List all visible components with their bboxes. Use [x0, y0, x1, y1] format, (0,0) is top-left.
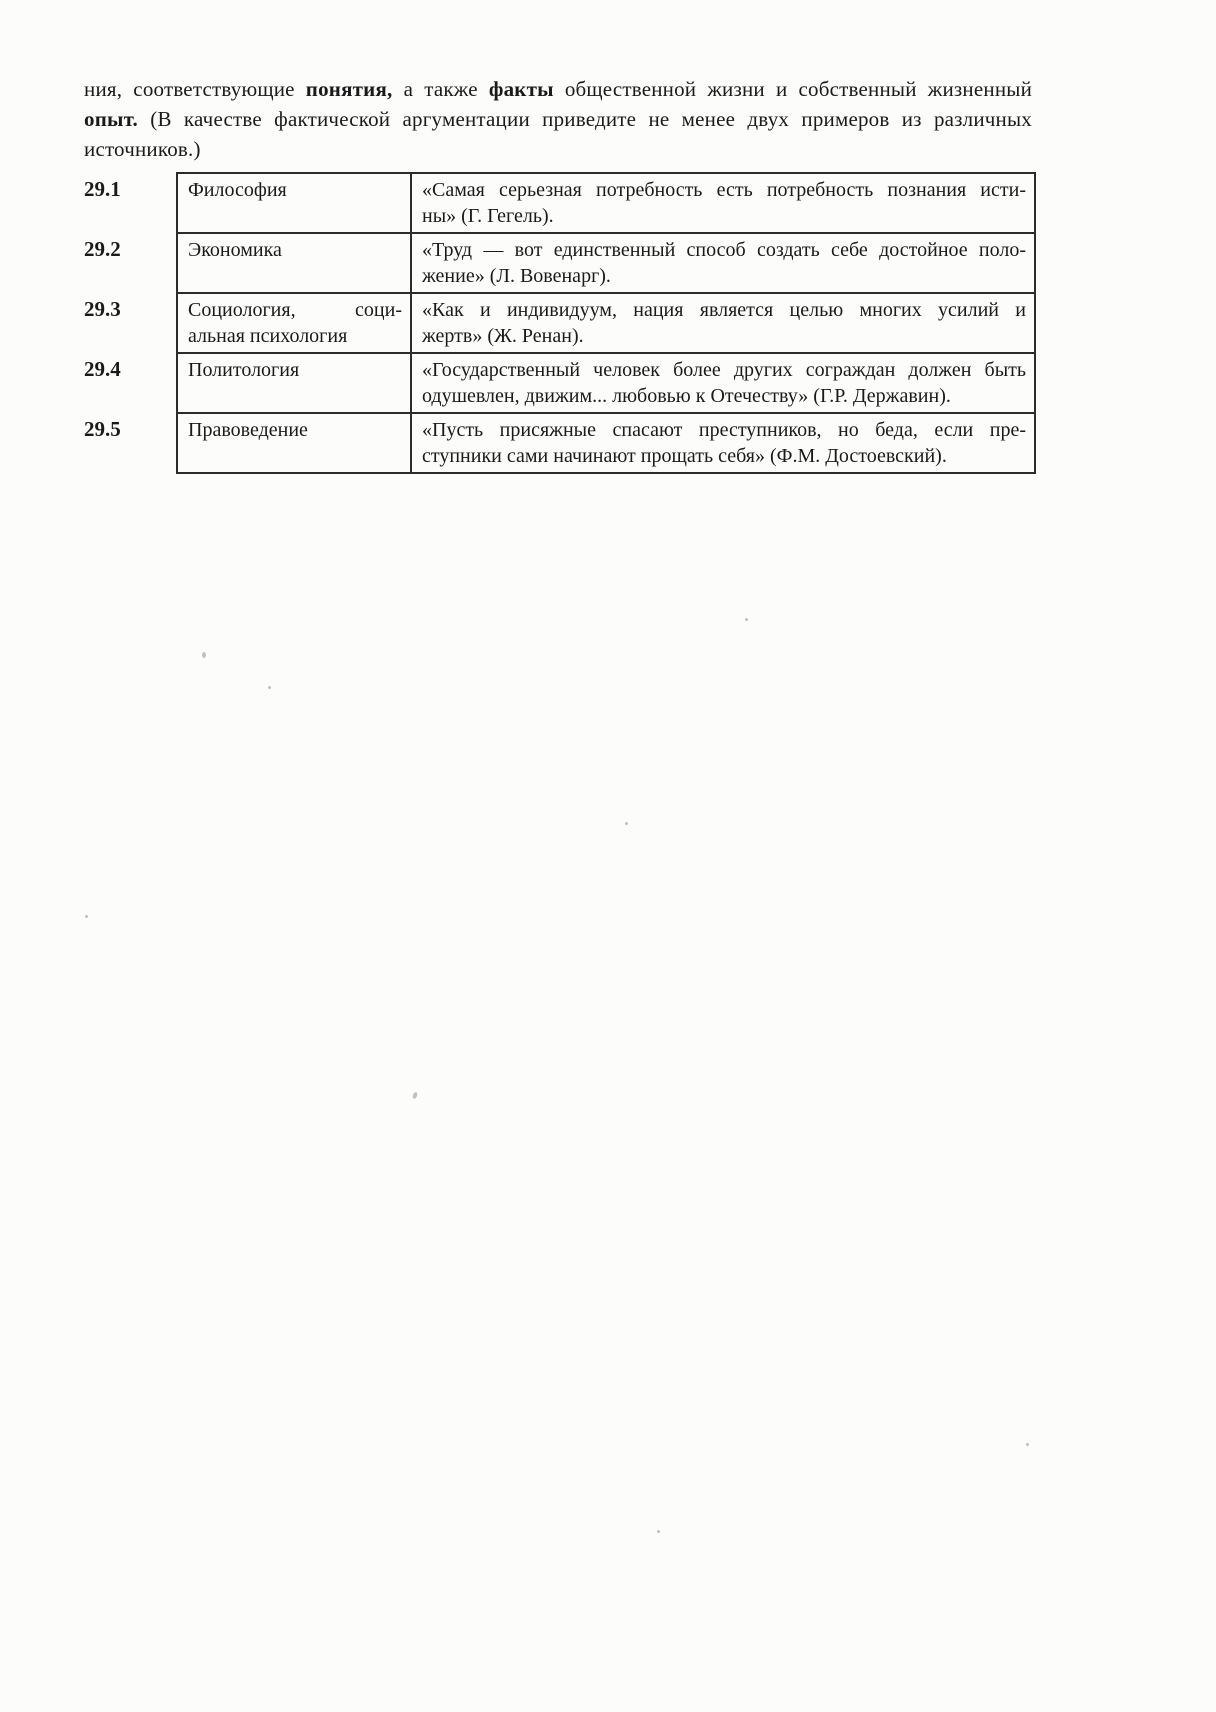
quote-line-1: «Труд — вот единственный способ создать себе достойное поло- — [422, 239, 1026, 261]
intro-bold-term: понятия, — [305, 77, 393, 101]
intro-text: а также — [392, 77, 489, 101]
intro-line-2 — [84, 104, 1032, 134]
quote-line-2: одушевлен, движим... любовью к Отечеству» (Г.Р. Державин). — [422, 385, 951, 407]
subject-cell: Правоведение — [177, 413, 411, 473]
intro-line-1 — [84, 74, 1032, 104]
quote-line-1: «Пусть присяжные спасают преступников, но беда, если пре- — [422, 419, 1026, 441]
table-row — [84, 293, 1035, 353]
subject-cell: Экономика — [177, 233, 411, 293]
intro-line-3: источников.) — [84, 137, 201, 161]
subject-cell: Философия — [177, 173, 411, 233]
quote-cell — [411, 413, 1035, 473]
scan-speck — [268, 686, 271, 689]
scan-speck — [85, 915, 88, 918]
quote-cell — [411, 173, 1035, 233]
table-row — [84, 413, 1035, 473]
subject-line-2: альная психология — [188, 325, 348, 347]
quote-cell — [411, 293, 1035, 353]
table-row — [84, 233, 1035, 293]
quote-line-2: жертв» (Ж. Ренан). — [422, 325, 584, 347]
quote-line-2: ны» (Г. Гегель). — [422, 205, 554, 227]
quote-line-1: «Государственный человек более других сограждан должен быть — [422, 359, 1026, 381]
table-row — [84, 173, 1035, 233]
quote-cell — [411, 233, 1035, 293]
table-row — [84, 353, 1035, 413]
quote-line-2: жение» (Л. Вовенарг). — [422, 265, 611, 287]
row-number: 29.5 — [84, 417, 121, 441]
intro-text: ния, соответствующие — [84, 77, 306, 101]
intro-paragraph — [84, 74, 1032, 164]
row-number: 29.1 — [84, 177, 121, 201]
subject-cell — [177, 293, 411, 353]
scan-speck — [745, 618, 748, 621]
essay-topics-table — [84, 172, 1036, 474]
scan-speck — [412, 1092, 418, 1100]
quote-line-2: ступники сами начинают прощать себя» (Ф.М. Достоевский). — [422, 445, 947, 467]
scan-speck — [202, 652, 206, 658]
scan-speck — [657, 1530, 660, 1533]
intro-bold-term: опыт. — [84, 107, 138, 131]
scan-speck — [1026, 1443, 1029, 1446]
intro-text: общественной жизни и собственный жизненный — [553, 77, 1033, 101]
row-number: 29.4 — [84, 357, 121, 381]
row-number: 29.2 — [84, 237, 121, 261]
quote-cell — [411, 353, 1035, 413]
row-number: 29.3 — [84, 297, 121, 321]
subject-cell: Политология — [177, 353, 411, 413]
intro-bold-term: факты — [488, 77, 554, 101]
scan-speck — [625, 822, 628, 825]
quote-line-1: «Самая серьезная потребность есть потребность познания исти- — [422, 179, 1026, 201]
intro-text: (В качестве фактической аргументации приведите не менее двух примеров из различных — [137, 107, 1032, 131]
quote-line-1: «Как и индивидуум, нация является целью многих усилий и — [422, 299, 1026, 321]
subject-line-1: Социология, соци- — [188, 299, 402, 321]
